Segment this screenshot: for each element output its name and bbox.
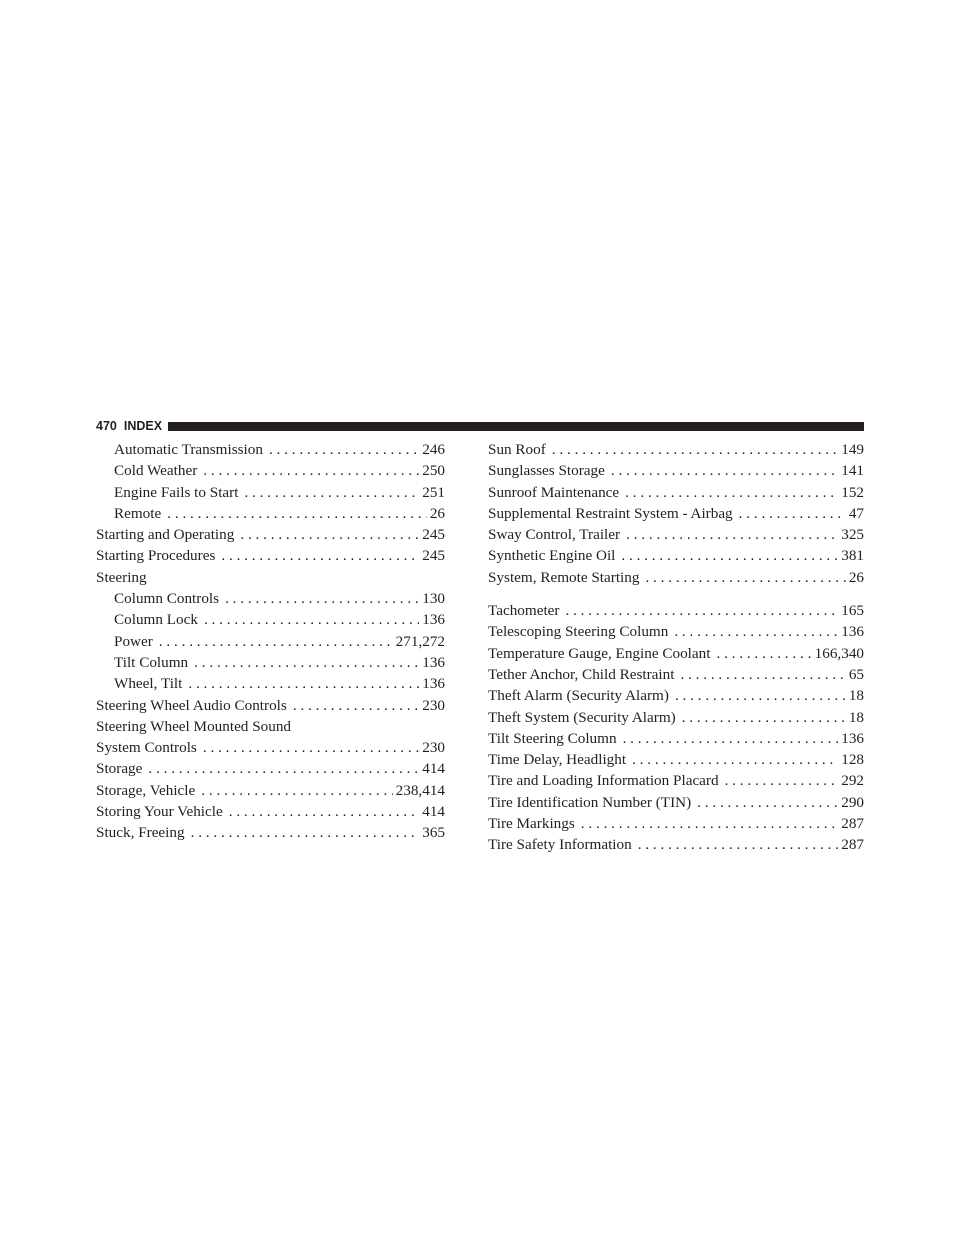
entry-term: Column Controls bbox=[114, 590, 220, 608]
dot-leader bbox=[188, 673, 419, 694]
dot-leader bbox=[203, 460, 419, 481]
dot-leader bbox=[229, 801, 420, 822]
index-subentry bbox=[96, 482, 445, 503]
entry-term: Automatic Transmission bbox=[114, 441, 263, 458]
index-entry bbox=[488, 707, 864, 728]
dot-leader bbox=[244, 482, 419, 503]
entry-page-reference: 130 bbox=[422, 590, 445, 608]
index-entry bbox=[96, 545, 445, 566]
dot-leader bbox=[552, 439, 838, 460]
entry-term: Tire and Loading Information Placard bbox=[488, 772, 719, 790]
page-header bbox=[96, 418, 864, 434]
entry-term: Column Lock bbox=[114, 611, 198, 629]
dot-leader bbox=[725, 770, 839, 791]
page-number: 470 bbox=[96, 419, 117, 433]
entry-page-reference: 149 bbox=[841, 441, 864, 458]
entry-page-reference: 26 bbox=[848, 568, 864, 586]
entry-term: Tachometer bbox=[488, 602, 560, 620]
entry-page-reference: 287 bbox=[841, 815, 864, 833]
index-entry bbox=[488, 685, 864, 706]
entry-term: Theft System (Security Alarm) bbox=[488, 708, 676, 726]
entry-page-reference: 414 bbox=[422, 803, 445, 821]
dot-leader bbox=[565, 600, 838, 621]
index-entry bbox=[488, 749, 864, 770]
header-rule bbox=[168, 422, 864, 431]
dot-leader bbox=[626, 524, 838, 545]
dot-leader bbox=[581, 813, 838, 834]
dot-leader bbox=[632, 749, 838, 770]
entry-term: Remote bbox=[114, 504, 162, 522]
index-entry bbox=[488, 524, 864, 545]
entry-term: Storage bbox=[96, 760, 143, 778]
index-entry bbox=[488, 621, 864, 642]
entry-page-reference: 381 bbox=[841, 547, 864, 565]
entry-page-reference: 271,272 bbox=[395, 632, 445, 650]
section-gap bbox=[488, 588, 864, 600]
entry-page-reference: 245 bbox=[422, 547, 445, 565]
index-heading: Steering Wheel Mounted Sound bbox=[96, 717, 292, 735]
index-subentry bbox=[96, 439, 445, 460]
index-heading: Steering bbox=[96, 568, 147, 586]
index-entry bbox=[96, 758, 445, 779]
entry-page-reference: 65 bbox=[848, 665, 864, 683]
entry-page-reference: 128 bbox=[841, 751, 864, 769]
entry-term: Tilt Steering Column bbox=[488, 729, 617, 747]
entry-term: Telescoping Steering Column bbox=[488, 623, 669, 641]
dot-leader bbox=[611, 460, 838, 481]
entry-term: Tire Markings bbox=[488, 815, 575, 833]
index-subentry bbox=[96, 631, 445, 652]
entry-term: System, Remote Starting bbox=[488, 568, 640, 586]
index-entry bbox=[488, 792, 864, 813]
entry-term: Engine Fails to Start bbox=[114, 483, 239, 501]
entry-page-reference: 152 bbox=[841, 483, 864, 501]
dot-leader bbox=[148, 758, 419, 779]
entry-page-reference: 136 bbox=[422, 611, 445, 629]
dot-leader bbox=[204, 609, 419, 630]
index-column-left bbox=[96, 439, 445, 844]
index-entry bbox=[488, 834, 864, 855]
dot-leader bbox=[194, 652, 419, 673]
entry-term: Sway Control, Trailer bbox=[488, 526, 621, 544]
entry-page-reference: 165 bbox=[841, 602, 864, 620]
entry-term: Sun Roof bbox=[488, 441, 546, 458]
index-subentry bbox=[96, 588, 445, 609]
entry-term: Theft Alarm (Security Alarm) bbox=[488, 687, 669, 705]
entry-term: Tire Identification Number (TIN) bbox=[488, 793, 692, 811]
entry-page-reference: 414 bbox=[422, 760, 445, 778]
index-entry bbox=[96, 524, 445, 545]
entry-page-reference: 246 bbox=[422, 441, 445, 458]
entry-page-reference: 136 bbox=[841, 623, 864, 641]
dot-leader bbox=[240, 524, 419, 545]
index-entry bbox=[96, 695, 445, 716]
entry-page-reference: 47 bbox=[848, 504, 864, 522]
entry-term: Time Delay, Headlight bbox=[488, 751, 627, 769]
entry-term: System Controls bbox=[96, 739, 197, 757]
entry-page-reference: 287 bbox=[841, 836, 864, 854]
dot-leader bbox=[625, 482, 838, 503]
entry-term: Storage, Vehicle bbox=[96, 781, 196, 799]
entry-page-reference: 230 bbox=[422, 696, 445, 714]
index-entry bbox=[488, 813, 864, 834]
entry-term: Sunglasses Storage bbox=[488, 462, 605, 480]
dot-leader bbox=[203, 737, 419, 758]
index-entry bbox=[488, 460, 864, 481]
index-entry bbox=[488, 770, 864, 791]
entry-term: Starting Procedures bbox=[96, 547, 216, 565]
index-entry bbox=[96, 801, 445, 822]
entry-page-reference: 292 bbox=[841, 772, 864, 790]
entry-page-reference: 18 bbox=[848, 708, 864, 726]
index-entry bbox=[96, 822, 445, 843]
entry-page-reference: 18 bbox=[848, 687, 864, 705]
entry-term: Temperature Gauge, Engine Coolant bbox=[488, 644, 711, 662]
entry-term: Cold Weather bbox=[114, 462, 198, 480]
entry-page-reference: 136 bbox=[841, 729, 864, 747]
dot-leader bbox=[293, 695, 419, 716]
index-entry bbox=[488, 482, 864, 503]
entry-page-reference: 365 bbox=[422, 824, 445, 842]
index-subentry bbox=[96, 673, 445, 694]
index-entry bbox=[488, 567, 864, 588]
entry-term: Starting and Operating bbox=[96, 526, 235, 544]
entry-page-reference: 238,414 bbox=[395, 781, 445, 799]
entry-term: Tether Anchor, Child Restraint bbox=[488, 665, 675, 683]
entry-term: Stuck, Freeing bbox=[96, 824, 185, 842]
entry-page-reference: 230 bbox=[422, 739, 445, 757]
entry-page-reference: 325 bbox=[841, 526, 864, 544]
dot-leader bbox=[697, 792, 838, 813]
index-entry bbox=[96, 737, 445, 758]
entry-term: Storing Your Vehicle bbox=[96, 803, 223, 821]
index-subentry bbox=[96, 609, 445, 630]
dot-leader bbox=[225, 588, 419, 609]
entry-term: Synthetic Engine Oil bbox=[488, 547, 616, 565]
entry-page-reference: 141 bbox=[841, 462, 864, 480]
index-entry bbox=[488, 600, 864, 621]
entry-term: Supplemental Restraint System - Airbag bbox=[488, 504, 733, 522]
entry-page-reference: 245 bbox=[422, 526, 445, 544]
entry-term: Tilt Column bbox=[114, 653, 189, 671]
section-title: INDEX bbox=[123, 419, 163, 433]
entry-page-reference: 290 bbox=[841, 793, 864, 811]
index-entry bbox=[488, 643, 864, 664]
index-subentry bbox=[96, 460, 445, 481]
entry-term: Power bbox=[114, 632, 153, 650]
dot-leader bbox=[680, 664, 845, 685]
dot-leader bbox=[269, 439, 419, 460]
dot-leader bbox=[159, 631, 393, 652]
entry-term: Steering Wheel Audio Controls bbox=[96, 696, 287, 714]
dot-leader bbox=[682, 707, 846, 728]
entry-page-reference: 251 bbox=[422, 483, 445, 501]
entry-page-reference: 26 bbox=[429, 504, 445, 522]
index-entry bbox=[488, 664, 864, 685]
entry-page-reference: 166,340 bbox=[814, 644, 864, 662]
dot-leader bbox=[221, 545, 419, 566]
entry-page-reference: 136 bbox=[422, 675, 445, 693]
dot-leader bbox=[191, 822, 420, 843]
dot-leader bbox=[638, 834, 839, 855]
dot-leader bbox=[674, 621, 838, 642]
index-entry bbox=[96, 780, 445, 801]
entry-term: Wheel, Tilt bbox=[114, 675, 183, 693]
index-entry bbox=[488, 545, 864, 566]
dot-leader bbox=[739, 503, 846, 524]
entry-page-reference: 250 bbox=[422, 462, 445, 480]
entry-page-reference: 136 bbox=[422, 653, 445, 671]
index-entry bbox=[488, 439, 864, 460]
index-entry bbox=[488, 503, 864, 524]
dot-leader bbox=[623, 728, 839, 749]
index-entry bbox=[488, 728, 864, 749]
dot-leader bbox=[201, 780, 392, 801]
dot-leader bbox=[645, 567, 845, 588]
entry-term: Sunroof Maintenance bbox=[488, 483, 620, 501]
index-subentry bbox=[96, 652, 445, 673]
index-column-right bbox=[488, 439, 864, 856]
dot-leader bbox=[716, 643, 811, 664]
dot-leader bbox=[621, 545, 838, 566]
entry-term: Tire Safety Information bbox=[488, 836, 632, 854]
dot-leader bbox=[675, 685, 846, 706]
dot-leader bbox=[167, 503, 427, 524]
index-subentry bbox=[96, 503, 445, 524]
